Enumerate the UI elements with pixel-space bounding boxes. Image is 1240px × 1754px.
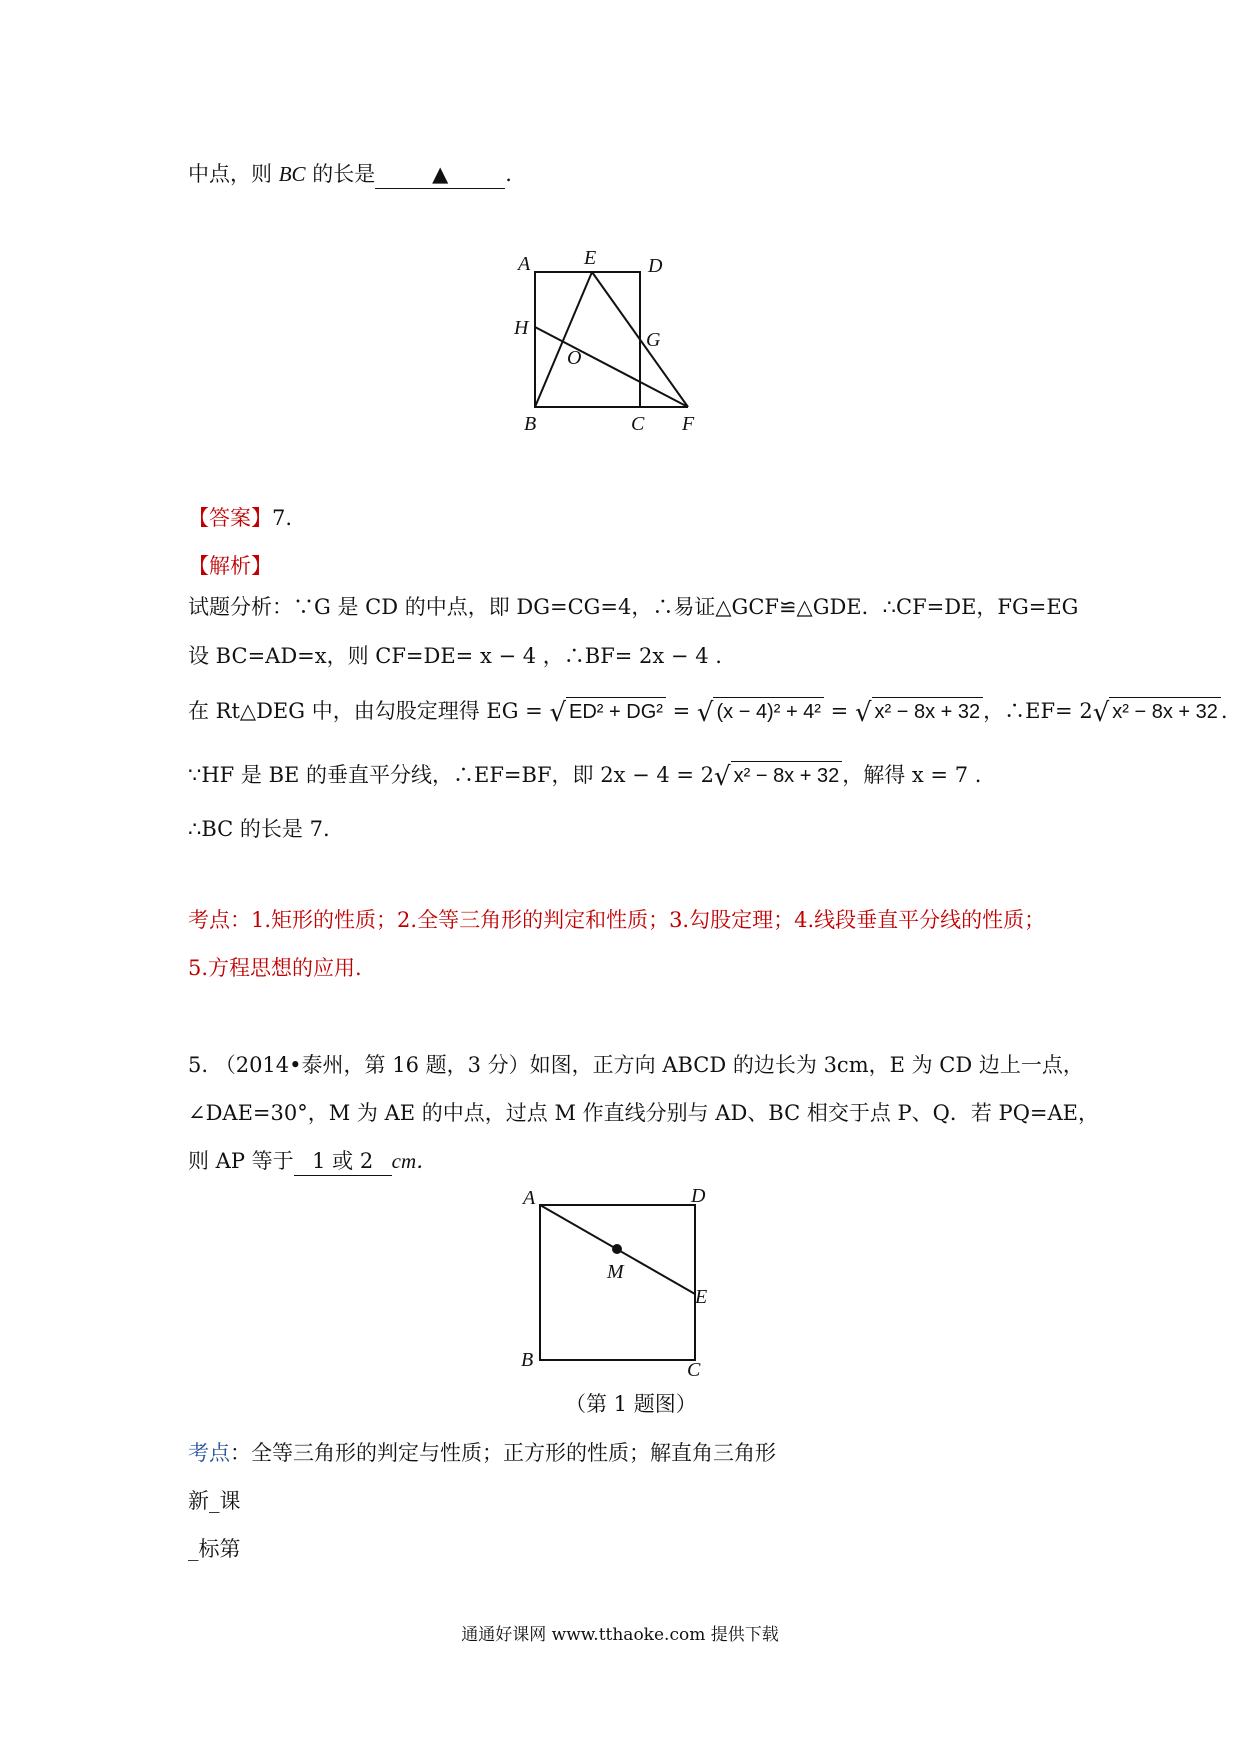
q5-text-a: 则 AP 等于 [188,1149,294,1173]
radicand-3: x² − 8x + 32 [872,697,984,726]
analysis-line-3 [188,697,1228,727]
label-e: E [695,1286,708,1308]
kaodian-1-line-1: 考点：1.矩形的性质；2.全等三角形的判定和性质；3.勾股定理；4.线段垂直平分线的性质； [188,908,1046,932]
kaodian-2-line [188,1439,776,1467]
q4-line [188,160,512,189]
q5-unit: cm． [391,1149,438,1173]
radicand-4: x² − 8x + 32 [1109,697,1221,726]
label-o: O [567,347,582,369]
label-c: C [687,1359,701,1380]
q4-answer-blank [375,160,505,189]
extra-line-2: _标第 [188,1537,241,1561]
q5-line-3 [188,1147,437,1176]
segment-be [535,272,592,407]
sqrt-icon: √ [1092,698,1110,728]
rectangle-abcd [535,272,640,407]
equals-1: = [672,699,691,723]
q4-figure [510,250,750,450]
answer-line [188,504,292,532]
line3-text-b: ，∴EF= 2 [983,699,1093,723]
analysis-line-2: 设 BC=AD=x，则 CF=DE= x − 4 ，∴BF= 2x − 4 . [188,644,722,668]
kaodian-2-label: 考点 [188,1441,230,1465]
analysis-label: 【解析】 [188,554,272,578]
label-g: G [646,329,661,351]
equals-2: = [830,699,849,723]
q5-answer-blank: 1 或 2 [294,1147,392,1176]
label-h: H [514,317,529,339]
kaodian-2-text: ：全等三角形的判定与性质；正方形的性质；解直角三角形 [230,1441,776,1465]
analysis-line-1: 试题分析：∵G 是 CD 的中点，即 DG=CG=4，∴易证△GCF≌△GDE．∴CF=DE，FG=EG [188,595,1079,619]
analysis-line-5: ∴BC 的长是 7. [188,817,330,841]
label-b: B [521,1349,534,1371]
point-m [612,1244,622,1254]
radicand-1: ED² + DG² [566,697,666,726]
line3-text-a: 在 Rt△DEG 中，由勾股定理得 EG = [188,699,543,723]
label-a: A [523,1187,536,1209]
radicand-2: (x − 4)² + 4² [713,697,823,726]
label-f: F [682,413,695,435]
line4-text-a: ∵HF 是 BE 的垂直平分线，∴EF=BF，即 2x − 4 = 2 [188,763,715,787]
kaodian-1-line-2: 5.方程思想的应用. [188,956,362,980]
q5-figure-caption: （第 1 题图） [565,1392,697,1416]
q5-line-2: ∠DAE=30°，M 为 AE 的中点，过点 M 作直线分别与 AD、BC 相交于点 P、Q．若 PQ=AE， [188,1101,1099,1125]
extra-line-1: 新_课 [188,1489,241,1513]
line3-period: . [1220,699,1228,723]
q5-figure [515,1180,725,1380]
q5-line-1: 5. （2014•泰州，第 16 题，3 分）如图，正方向 ABCD 的边长为 3cm，E 为 CD 边上一点， [188,1053,1084,1077]
answer-label: 【答案】 [188,506,272,530]
sqrt-icon: √ [696,698,714,728]
label-d: D [691,1185,706,1207]
line4-text-b: ，解得 x = 7 . [842,763,982,787]
sqrt-icon: √ [714,762,731,792]
q4-bc: BC [278,162,306,186]
label-b: B [524,413,537,435]
analysis-line-4 [188,761,981,791]
answer-value: 7. [272,506,293,530]
q4-text-mid: 的长是 [312,162,376,186]
sqrt-icon: √ [854,698,872,728]
label-d: D [648,255,663,277]
label-c: C [631,413,645,435]
radicand-5: x² − 8x + 32 [731,761,843,790]
label-m: M [607,1261,624,1283]
page-footer: 通通好课网 www.tthaoke.com 提供下载 [461,1625,779,1645]
q4-period: . [505,162,512,186]
label-e: E [584,250,597,269]
label-a: A [518,253,531,275]
sqrt-icon: √ [549,698,567,728]
segment-hf [535,327,688,407]
blank-triangle-mark: ▲ [432,162,449,186]
q4-text-start: 中点，则 [188,162,272,186]
